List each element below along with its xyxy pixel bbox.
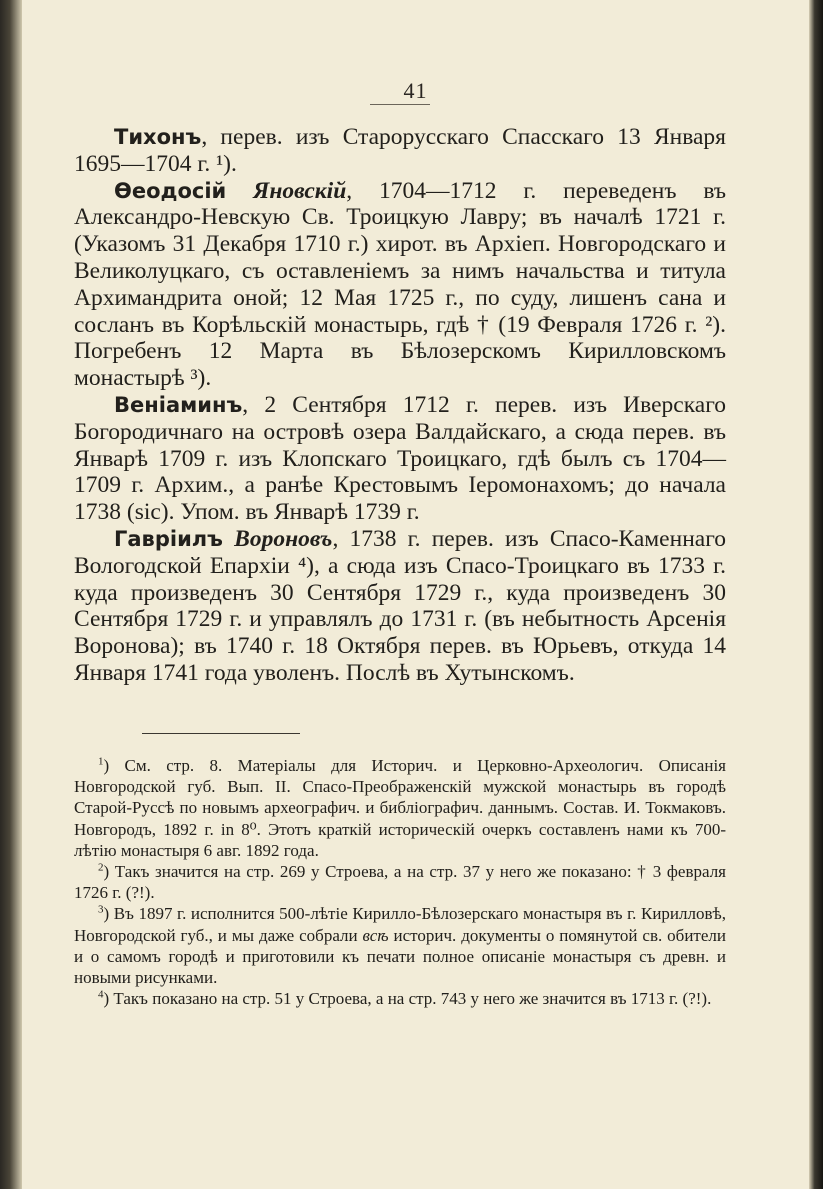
footnote-1 [74,755,726,861]
entry-text: , 1738 г. перев. изъ Спасо-Каменнаго Вологодской Епархіи ⁴), а сюда изъ Спасо-Троицкаго въ 1733 г. куда произведенъ 30 Сентября 1729 г., куда произведенъ 30 Сентября 1729 г. и управлялъ до 1731 г. (въ небытность Арсенія Воронова); въ 1740 г. 18 Октября перев. въ Юрьевъ, откуда 14 Января 1741 года уволенъ. Послѣ въ Хутынскомъ. [74,525,726,686]
footnote-mark: 4 [98,988,104,1001]
entry-tikhon [74,124,726,178]
entry-text: , 2 Сентября 1712 г. перев. изъ Иверскаго Богородичнаго на островѣ озера Валдайскаго, а сюда перев. въ Январѣ 1709 г. изъ Клопскаго Троицкаго, гдѣ былъ съ 1704—1709 г. Архим., а ранѣе Крестовымъ Іеромонахомъ; до начала 1738 (sic). Упом. въ Январѣ 1739 г. [74,391,726,526]
main-text [74,124,726,687]
footnote-text: ) Такъ показано на стр. 51 у Строева, а на стр. 743 у него же значится въ 1713 г. (?!). [103,989,712,1009]
entry-name: Веніаминъ [114,392,243,417]
entry-name: Гавріилъ [114,526,223,551]
footnote-separator [142,733,300,734]
entry-name: Тихонъ [114,125,202,149]
entry-veniamin [74,392,726,526]
footnote-text: ) Въ 1897 г. исполнится 500-лѣтіе Кирилло-Бѣлозерскаго монастыря въ г. Кирилловѣ, Новгородской губ., и мы даже собрали [74,904,726,945]
entry-surname: Яновскій [253,177,347,204]
footnote-emphasis: всѣ [362,925,389,945]
footnote-2 [74,861,726,903]
entry-text: , 1704—1712 г. переведенъ въ Александро-Невскую Св. Троицкую Лавру; въ началѣ 1721 г. (Указомъ 31 Декабря 1710 г.) хирот. въ Архіеп. Новгородскаго и Великолуцкаго, съ оставленіемъ за нимъ начальства и титула Архимандрита оной; 12 Мая 1725 г., по суду, лишенъ сана и сосланъ въ Корѣльскій монастырь, гдѣ † (19 Февраля 1726 г. ²). Погребенъ 12 Марта въ Бѣлозерскомъ Кирилловскомъ монастырѣ ³). [74,177,727,392]
page-right-edge [809,0,823,1189]
entry-feodosiy [74,178,726,392]
entry-gavriil [74,526,726,687]
page-number-underline [370,104,430,105]
entry-text: , перев. изъ Старорусскаго Спасскаго 13 Января 1695—1704 г. ¹). [74,124,726,177]
footnote-text: ) Такъ значится на стр. 269 у Строева, а на стр. 37 у него же показано: † 3 февраля 1726 г. (?!). [74,862,726,903]
footnote-3 [74,903,726,988]
page-number: 41 [403,78,428,103]
footnotes [74,755,726,1009]
entry-name: Ѳеодосій [114,178,227,203]
footnote-4 [74,988,726,1009]
footnote-text: ) См. стр. 8. Матеріалы для Историч. и Церковно-Археологич. Описанія Новгородской губ. Вып. II. Спасо-Преображенскій мужской монастырь въ городѣ Старой-Руссѣ по новымъ археографич. и библіографич. даннымъ. Состав. И. Токмаковъ. Новгородъ, 1892 г. in 8⁰. Этотъ краткій историческій очеркъ составленъ нами къ 700-лѣтію монастыря 6 авг. 1892 года. [74,756,726,860]
entry-surname: Вороновъ [234,525,333,552]
footnote-mark: 2 [98,861,104,874]
footnote-text: историч. документы о помянутой св. обители и о самомъ городѣ и приготовили къ печати полное описаніе монастыря съ древн. и новыми рисунками. [74,925,726,988]
book-page [22,0,809,1189]
footnote-mark: 3 [98,903,104,916]
book-spine-edge [0,0,22,1189]
footnote-mark: 1 [98,755,104,768]
